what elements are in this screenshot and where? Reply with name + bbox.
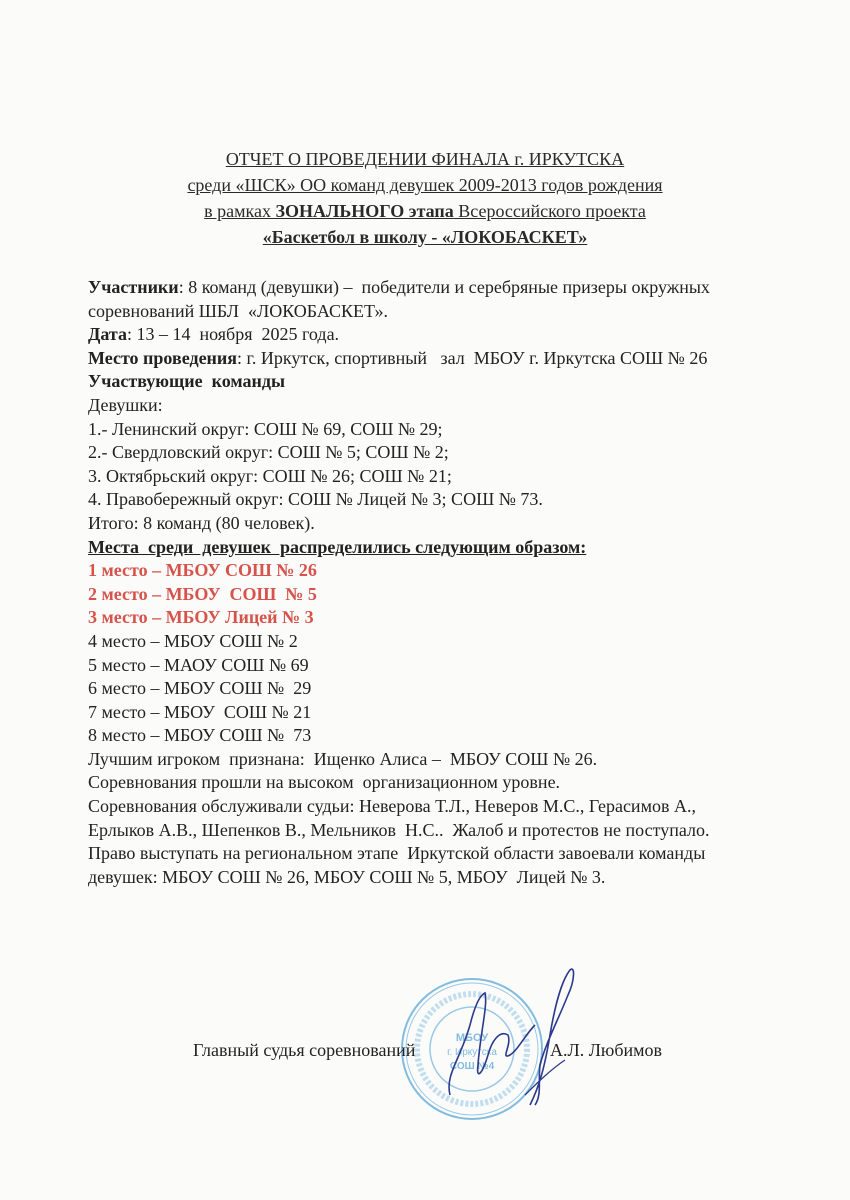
summary-line: Ерлыков А.В., Шепенков В., Мельников Н.С.. Жалоб и протестов не поступало. xyxy=(88,819,710,840)
chief-judge-title: Главный судья соревнований xyxy=(193,1040,416,1060)
best-player-label: Лучшим игроком признана xyxy=(88,748,300,769)
place-item: 4 место – МБОУ СОШ № 2 xyxy=(88,630,298,651)
venue-text: : г. Иркутск, спортивный зал МБОУ г. Иркутска СОШ № 26 xyxy=(237,347,708,368)
best-player-value: : Ищенко Алиса – МБОУ СОШ № 26. xyxy=(299,748,598,769)
teams-heading: Участвующие команды xyxy=(88,371,286,392)
venue-line xyxy=(88,347,808,371)
header-title: ОТЧЕТ О ПРОВЕДЕНИИ ФИНАЛА г. ИРКУТСКА xyxy=(225,149,625,169)
handwritten-signature xyxy=(430,965,580,1115)
header-stage xyxy=(0,198,850,224)
svg-text:МБОУ: МБОУ xyxy=(455,1032,489,1044)
participants-label: Участники xyxy=(88,277,179,297)
report-header xyxy=(0,146,850,250)
summary-line: Право выступать на региональном этапе Иркутской области завоевали команды xyxy=(88,843,706,864)
header-project-name: «Баскетбол в школу - «ЛОКОБАСКЕТ» xyxy=(262,227,588,247)
total-line: Итого: 8 команд (80 человек). xyxy=(88,512,315,533)
district-item: 2.- Свердловский округ: СОШ № 5; СОШ № 2; xyxy=(88,442,449,463)
header-subtitle: среди «ШСК» ОО команд девушек 2009-2013 годов рождения xyxy=(187,175,663,195)
header-stage-bold: ЗОНАЛЬНОГО этапа xyxy=(275,201,454,221)
report-body xyxy=(88,276,808,889)
district-item: 3. Октябрьский округ: СОШ № 26; СОШ № 21; xyxy=(88,465,452,486)
header-stage-pre: в рамках xyxy=(204,201,276,221)
district-item: 1.- Ленинский округ: СОШ № 69, СОШ № 29; xyxy=(88,418,443,439)
svg-text:г. Иркутска: г. Иркутска xyxy=(447,1047,497,1058)
podium-place-1: 1 место – МБОУ СОШ № 26 xyxy=(88,560,317,581)
best-player-line xyxy=(88,748,808,772)
place-item: 5 место – МАОУ СОШ № 69 xyxy=(88,654,309,675)
participants-line-2: соревнований ШБЛ «ЛОКОБАСКЕТ». xyxy=(88,300,389,321)
district-item: 4. Правобережный округ: СОШ № Лицей № 3; СОШ № 73. xyxy=(88,489,543,510)
participants-line xyxy=(88,276,808,300)
date-text: : 13 – 14 ноября 2025 года. xyxy=(126,324,340,345)
summary-line: Соревнования обслуживали судьи: Неверова Т.Л., Неверов М.С., Герасимов А., xyxy=(88,796,696,817)
podium-place-3: 3 место – МБОУ Лицей № 3 xyxy=(88,607,314,628)
girls-label: Девушки: xyxy=(88,394,163,415)
header-stage-post: Всероссийского проекта xyxy=(453,201,646,221)
participants-text: : 8 команд (девушки) – победители и серебряные призеры окружных xyxy=(178,277,710,297)
podium-place-2: 2 место – МБОУ СОШ № 5 xyxy=(88,583,317,604)
date-line xyxy=(88,323,808,347)
svg-text:СОШ №4: СОШ №4 xyxy=(449,1061,495,1072)
place-item: 7 место – МБОУ СОШ № 21 xyxy=(88,701,312,722)
places-heading: Места среди девушек распределились следующим образом: xyxy=(88,536,587,557)
summary-line: девушек: МБОУ СОШ № 26, МБОУ СОШ № 5, МБОУ Лицей № 3. xyxy=(88,866,606,887)
summary-line: Соревнования прошли на высоком организационном уровне. xyxy=(88,772,561,793)
venue-label: Место проведения xyxy=(88,347,238,368)
place-item: 8 место – МБОУ СОШ № 73 xyxy=(88,725,312,746)
date-label: Дата xyxy=(88,324,127,345)
place-item: 6 место – МБОУ СОШ № 29 xyxy=(88,678,312,699)
chief-judge-name: А.Л. Любимов xyxy=(550,1040,663,1060)
header-project xyxy=(0,224,850,250)
